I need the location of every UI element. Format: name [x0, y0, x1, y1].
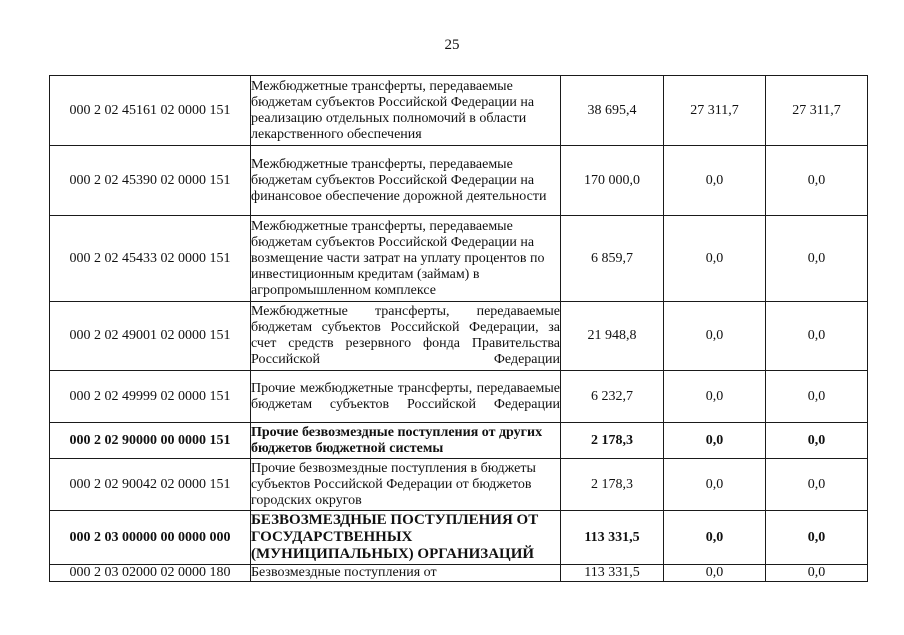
table-row [50, 302, 868, 371]
budget-description: Межбюджетные трансферты, передаваемые бюджетам субъектов Российской Федерации на возмещение части затрат на уплату процентов по инвестиционным кредитам (займам) в агропромышленном комплексе [251, 216, 561, 302]
table-row [50, 216, 868, 302]
amount-value-1: 170 000,0 [561, 146, 664, 216]
amount-value-3: 0,0 [766, 216, 868, 302]
budget-code: 000 2 02 45390 02 0000 151 [50, 146, 251, 216]
budget-code: 000 2 03 00000 00 0000 000 [50, 511, 251, 565]
amount-value-3: 0,0 [766, 302, 868, 371]
budget-description: Прочие межбюджетные трансферты, передаваемые бюджетам субъектов Российской Федерации [251, 371, 561, 423]
amount-value-2: 0,0 [664, 146, 766, 216]
budget-description: Прочие безвозмездные поступления от других бюджетов бюджетной системы [251, 423, 561, 459]
amount-value-1: 21 948,8 [561, 302, 664, 371]
amount-value-2: 0,0 [664, 423, 766, 459]
amount-value-3: 0,0 [766, 423, 868, 459]
table-row [50, 511, 868, 565]
amount-value-3: 0,0 [766, 146, 868, 216]
budget-code: 000 2 03 02000 02 0000 180 [50, 565, 251, 582]
amount-value-2: 0,0 [664, 216, 766, 302]
budget-description: БЕЗВОЗМЕЗДНЫЕ ПОСТУПЛЕНИЯ ОТ ГОСУДАРСТВЕННЫХ (МУНИЦИПАЛЬНЫХ) ОРГАНИЗАЦИЙ [251, 511, 561, 565]
budget-code: 000 2 02 45161 02 0000 151 [50, 76, 251, 146]
table-row [50, 371, 868, 423]
amount-value-3: 0,0 [766, 371, 868, 423]
budget-code: 000 2 02 45433 02 0000 151 [50, 216, 251, 302]
table-row [50, 146, 868, 216]
amount-value-3: 0,0 [766, 511, 868, 565]
amount-value-3: 0,0 [766, 459, 868, 511]
amount-value-2: 27 311,7 [664, 76, 766, 146]
amount-value-2: 0,0 [664, 565, 766, 582]
budget-code: 000 2 02 90042 02 0000 151 [50, 459, 251, 511]
amount-value-2: 0,0 [664, 371, 766, 423]
amount-value-1: 113 331,5 [561, 511, 664, 565]
table-row [50, 565, 868, 582]
table-row [50, 423, 868, 459]
page-number: 25 [444, 37, 460, 53]
amount-value-2: 0,0 [664, 459, 766, 511]
amount-value-1: 2 178,3 [561, 459, 664, 511]
budget-description: Межбюджетные трансферты, передаваемые бюджетам субъектов Российской Федерации на финансовое обеспечение дорожной деятельности [251, 146, 561, 216]
amount-value-1: 113 331,5 [561, 565, 664, 582]
budget-code: 000 2 02 90000 00 0000 151 [50, 423, 251, 459]
budget-description: Прочие безвозмездные поступления в бюджеты субъектов Российской Федерации от бюджетов городских округов [251, 459, 561, 511]
budget-table [49, 75, 868, 582]
table-row [50, 459, 868, 511]
budget-description: Межбюджетные трансферты, передаваемые бюджетам субъектов Российской Федерации на реализацию отдельных полномочий в области лекарственного обеспечения [251, 76, 561, 146]
budget-code: 000 2 02 49001 02 0000 151 [50, 302, 251, 371]
amount-value-2: 0,0 [664, 302, 766, 371]
amount-value-3: 27 311,7 [766, 76, 868, 146]
amount-value-2: 0,0 [664, 511, 766, 565]
budget-description: Межбюджетные трансферты, передаваемые бюджетам субъектов Российской Федерации, за счет средств резервного фонда Правительства Российской Федерации [251, 302, 561, 371]
amount-value-1: 6 232,7 [561, 371, 664, 423]
table-row [50, 76, 868, 146]
amount-value-3: 0,0 [766, 565, 868, 582]
amount-value-1: 6 859,7 [561, 216, 664, 302]
amount-value-1: 2 178,3 [561, 423, 664, 459]
budget-description: Безвозмездные поступления от [251, 565, 561, 582]
amount-value-1: 38 695,4 [561, 76, 664, 146]
budget-code: 000 2 02 49999 02 0000 151 [50, 371, 251, 423]
